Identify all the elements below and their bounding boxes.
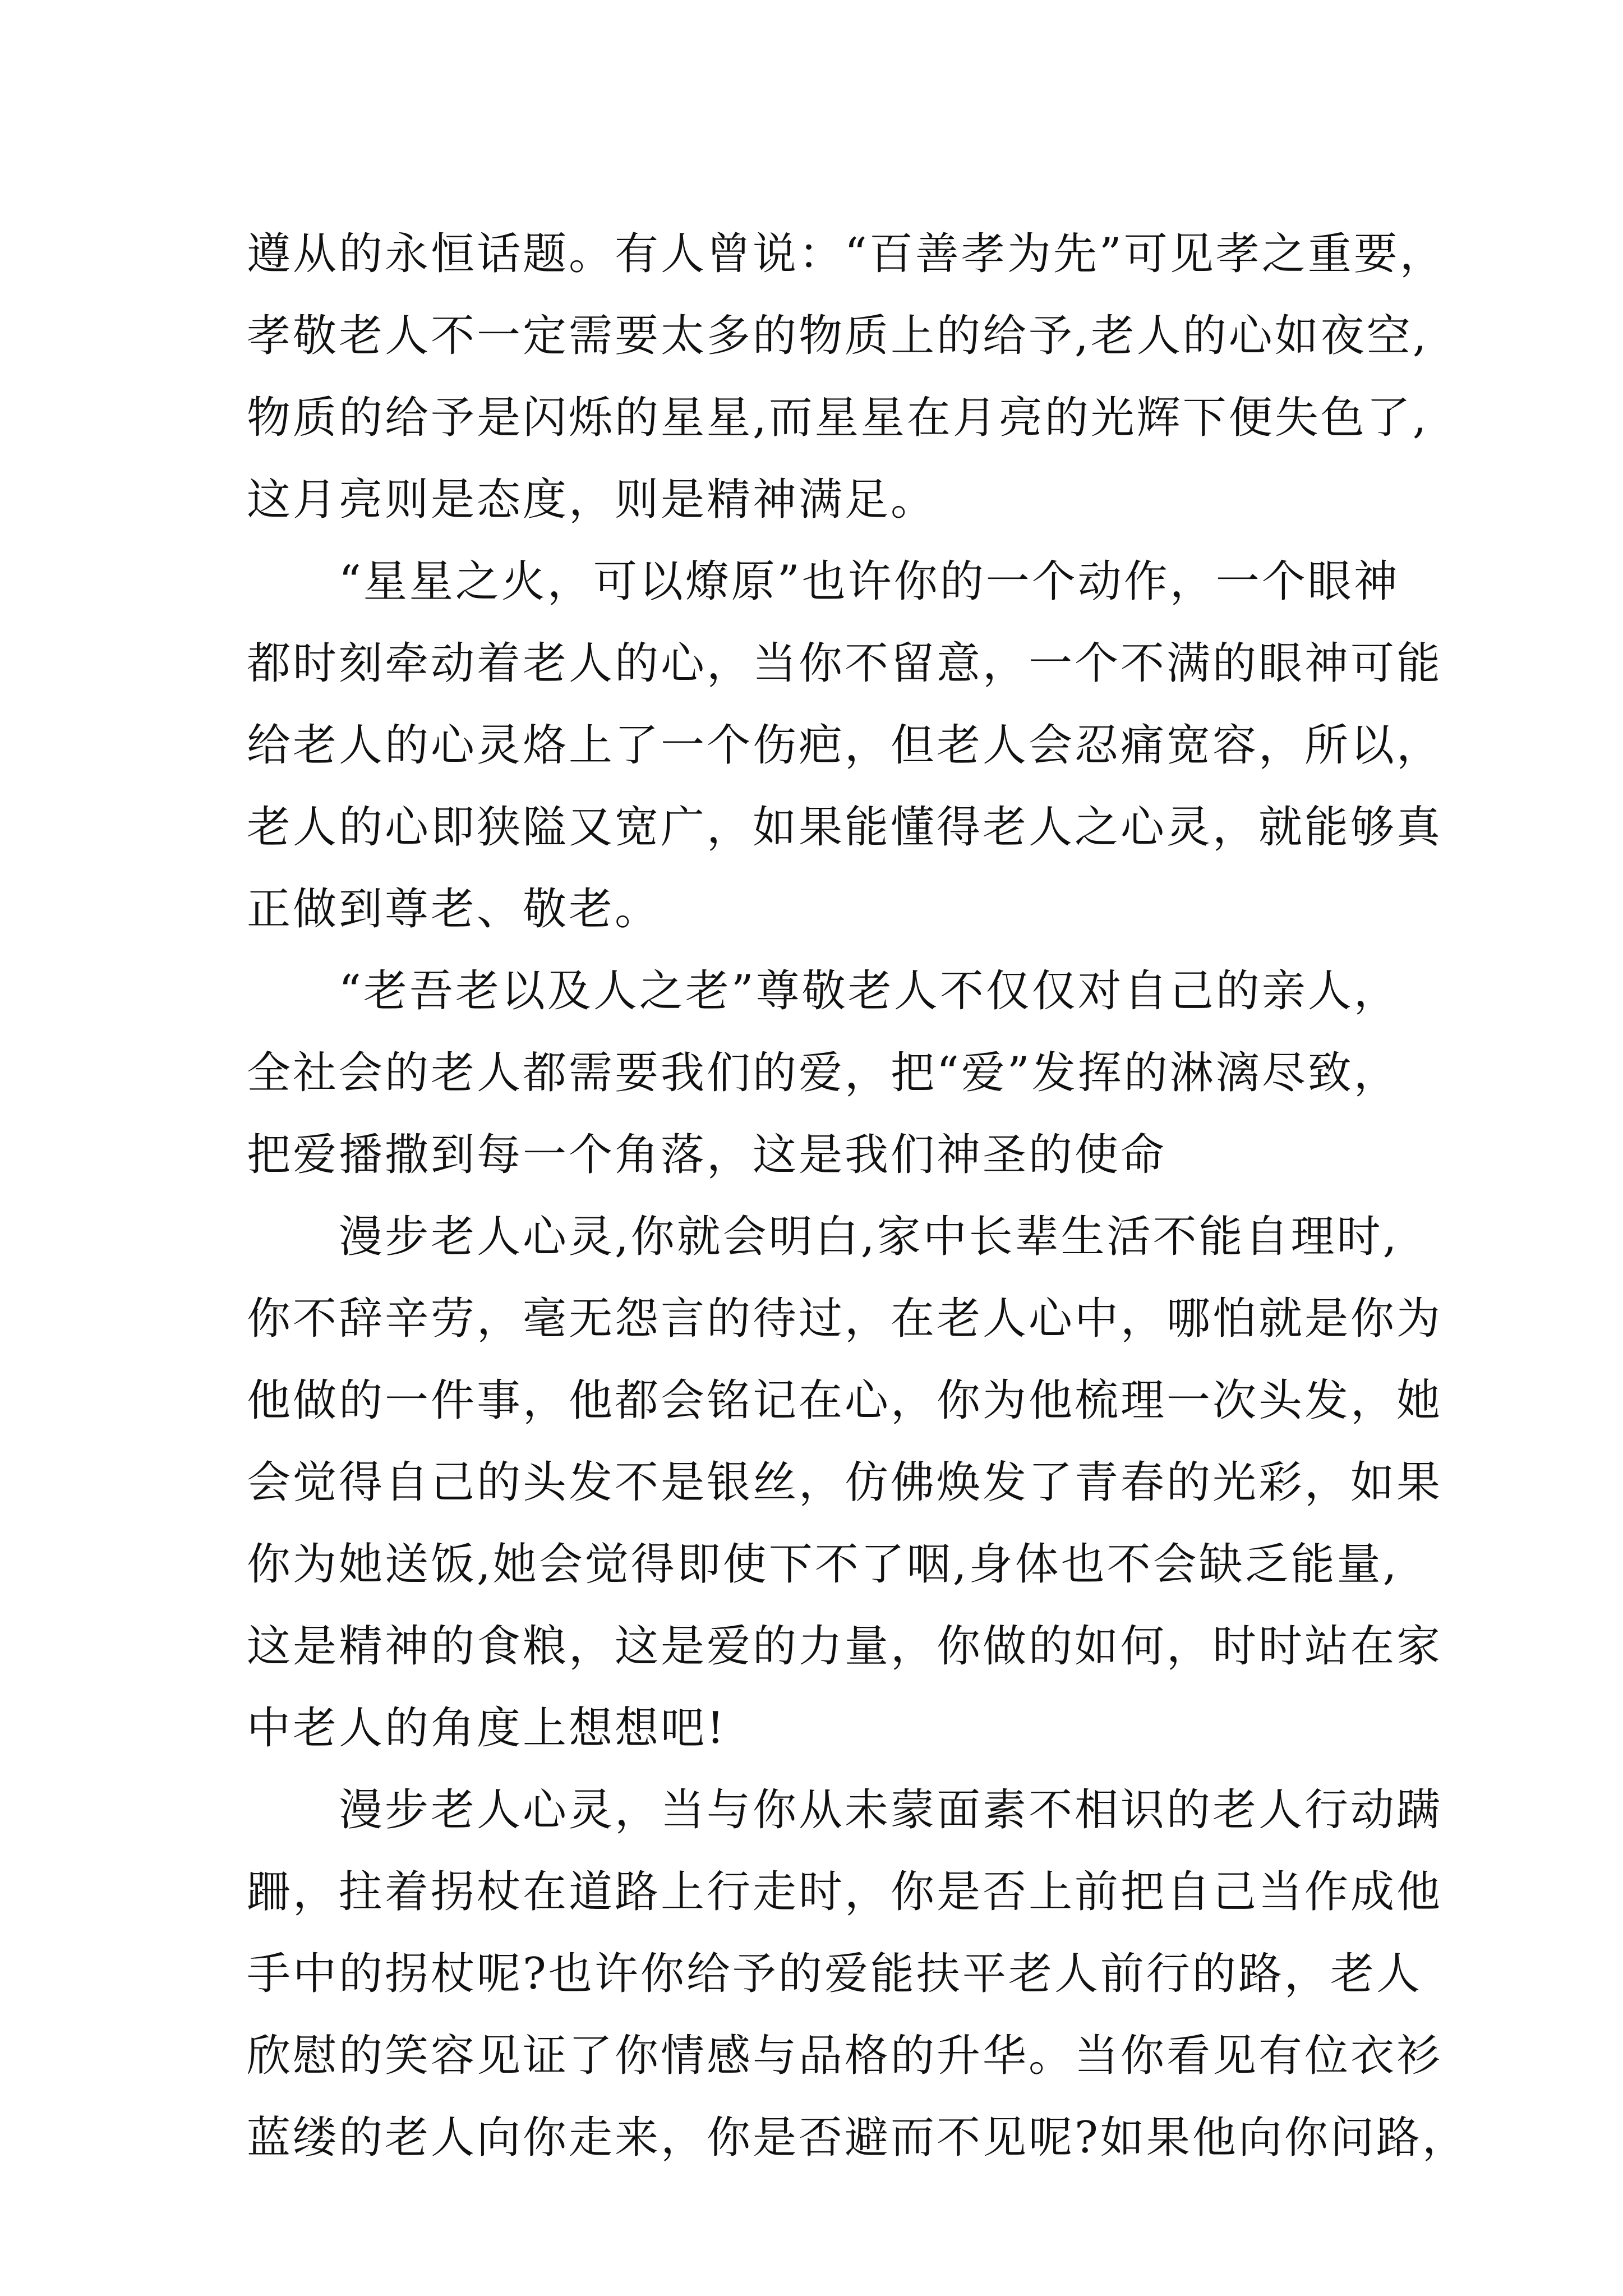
text-line: 漫步老人心灵,你就会明白,家中长辈生活不能自理时, [247, 1212, 1399, 1262]
text-line: 正做到尊老、敬老。 [247, 884, 661, 935]
text-line: “老吾老以及人之老”尊敬老人不仅仅对自己的亲人， [247, 966, 1400, 1016]
body-text [247, 213, 1468, 2179]
text-line: 给老人的心灵烙上了一个伤疤，但老人会忍痛宽容，所以， [247, 720, 1443, 771]
text-line: 老人的心即狭隘又宽广，如果能懂得老人之心灵，就能够真 [247, 802, 1443, 853]
text-line: 欣慰的笑容见证了你情感与品格的升华。当你看见有位衣衫 [247, 2031, 1443, 2081]
text-line: 遵从的永恒话题。有人曾说：“百善孝为先”可见孝之重要， [247, 229, 1446, 279]
text-line: 物质的给予是闪烁的星星,而星星在月亮的光辉下便失色了, [247, 393, 1429, 443]
text-line: 会觉得自己的头发不是银丝，仿佛焕发了青春的光彩，如果 [247, 1457, 1443, 1508]
text-line: 手中的拐杖呢?也许你给予的爱能扶平老人前行的路，老人 [247, 1949, 1422, 1999]
text-line: 这是精神的食粮，这是爱的力量，你做的如何，时时站在家 [247, 1621, 1443, 1672]
text-line: 都时刻牵动着老人的心，当你不留意，一个不满的眼神可能 [247, 638, 1443, 689]
text-line: 你不辞辛劳，毫无怨言的待过，在老人心中，哪怕就是你为 [247, 1294, 1443, 1344]
text-line: 漫步老人心灵，当与你从未蒙面素不相识的老人行动蹒 [247, 1785, 1443, 1835]
text-line: 全社会的老人都需要我们的爱，把“爱”发挥的淋漓尽致， [247, 1048, 1400, 1098]
text-line: 蓝缕的老人向你走来，你是否避而不见呢?如果他向你问路， [247, 2113, 1468, 2163]
text-line: 孝敬老人不一定需要太多的物质上的给予,老人的心如夜空, [247, 311, 1429, 361]
text-line: 他做的一件事，他都会铭记在心，你为他梳理一次头发，她 [247, 1375, 1443, 1426]
text-line: 这月亮则是态度，则是精神满足。 [247, 475, 937, 525]
text-line: 跚，拄着拐杖在道路上行走时，你是否上前把自己当作成他 [247, 1867, 1443, 1917]
text-line: 把爱播撒到每一个角落，这是我们神圣的使命 [247, 1130, 1167, 1180]
text-line: “星星之火，可以燎原”也许你的一个动作，一个眼神 [247, 556, 1400, 607]
text-line: 你为她送饭,她会觉得即使下不了咽,身体也不会缺乏能量, [247, 1539, 1399, 1590]
text-line: 中老人的角度上想想吧! [247, 1703, 727, 1754]
